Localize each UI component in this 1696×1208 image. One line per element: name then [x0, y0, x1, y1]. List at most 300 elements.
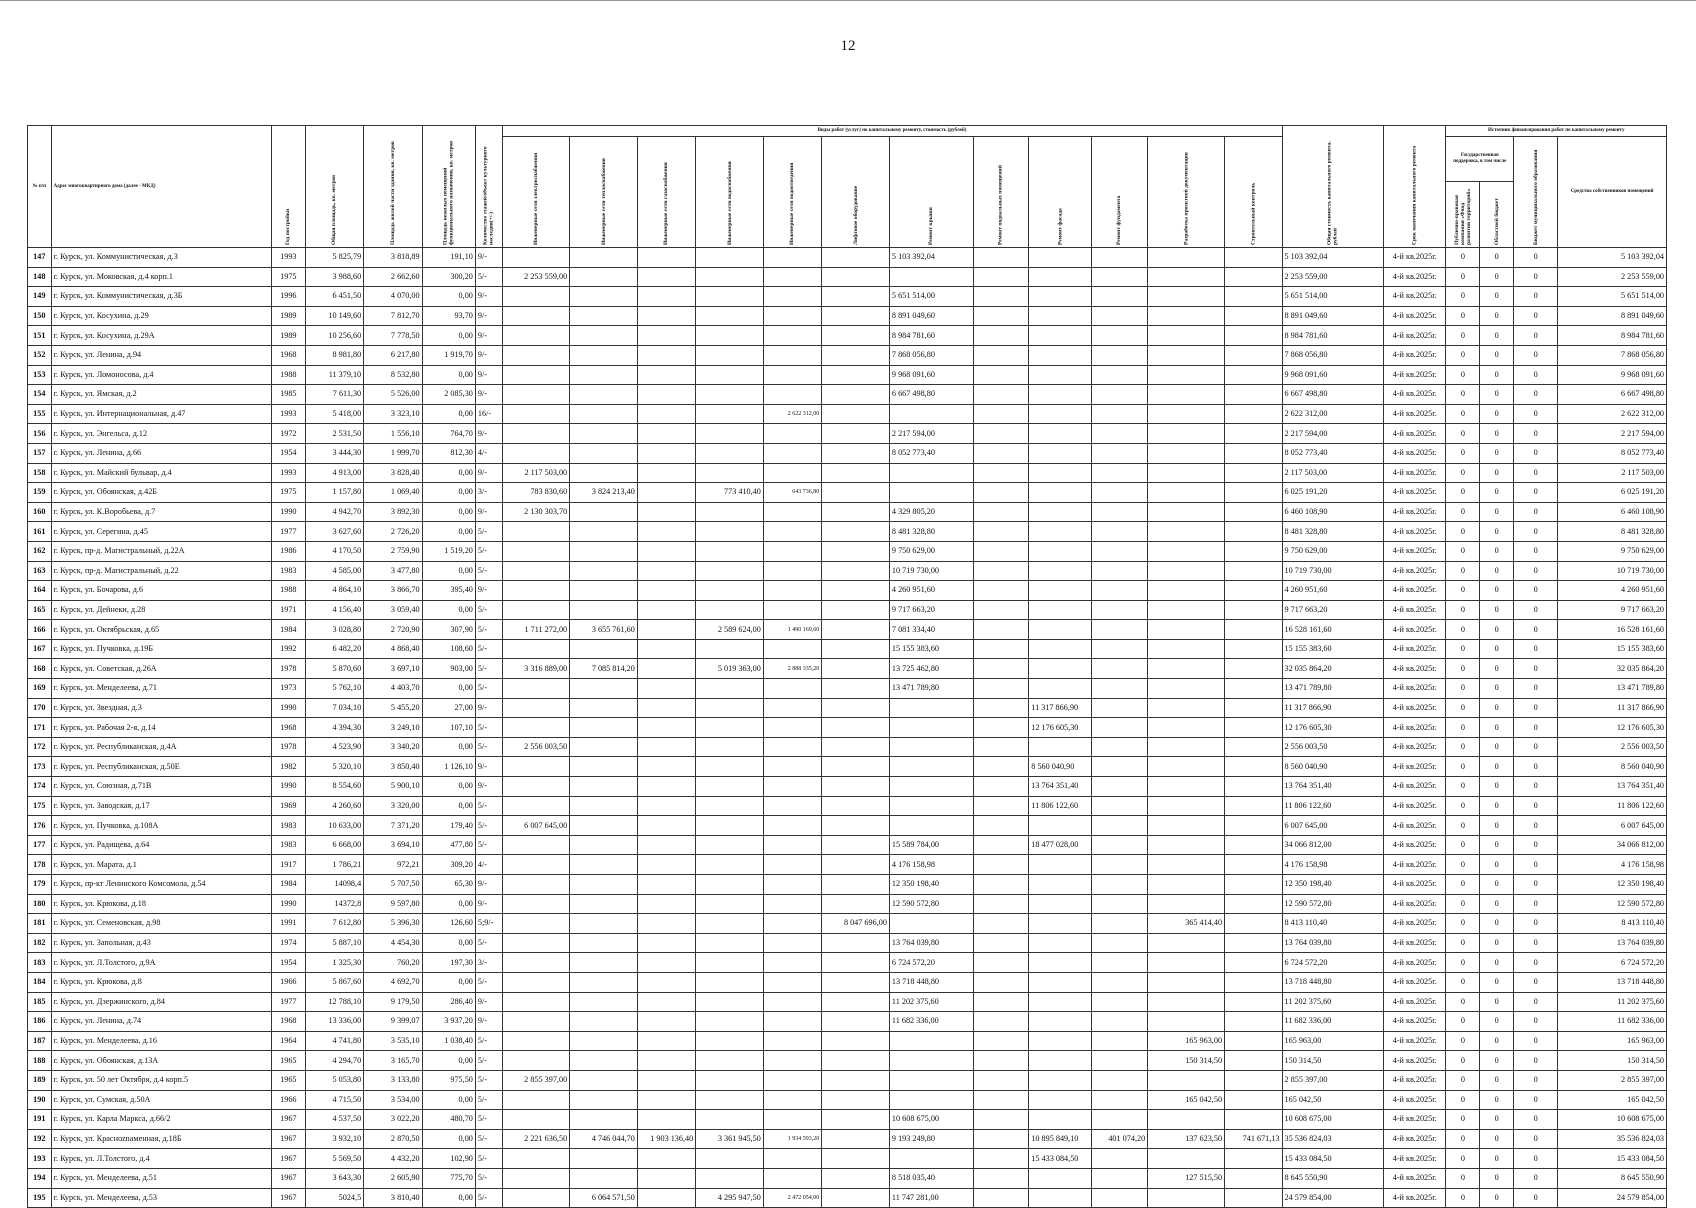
cell-control — [1225, 835, 1282, 855]
cell-lift — [822, 600, 890, 620]
cell-nonres: 764,70 — [422, 424, 475, 444]
cell-basement — [973, 679, 1028, 699]
table-row — [28, 1090, 1667, 1110]
cell-mun: 0 — [1514, 992, 1558, 1012]
cell-mun: 0 — [1514, 875, 1558, 895]
cell-living: 3 535,10 — [364, 1031, 422, 1051]
cell-living: 3 249,10 — [364, 718, 422, 738]
cell-lift — [822, 894, 890, 914]
cell-addr: г. Курск, ул. Л.Толстого, д.9А — [51, 953, 271, 973]
cell-n: 161 — [28, 522, 52, 542]
table-row — [28, 796, 1667, 816]
cell-lift — [822, 953, 890, 973]
cell-gas — [637, 404, 695, 424]
cell-year: 1967 — [271, 1110, 305, 1130]
cell-el — [502, 914, 570, 934]
cell-reg: 0 — [1480, 345, 1514, 365]
cell-fund: 0 — [1446, 659, 1480, 679]
cell-mun: 0 — [1514, 287, 1558, 307]
cell-el — [502, 894, 570, 914]
cell-n: 165 — [28, 600, 52, 620]
cell-facade — [1029, 345, 1092, 365]
cell-water — [696, 365, 764, 385]
cell-facade — [1029, 620, 1092, 640]
cell-drain — [763, 248, 821, 268]
cell-total_area: 5 762,10 — [305, 679, 363, 699]
cell-total: 10 608 675,00 — [1282, 1110, 1383, 1130]
cell-mun: 0 — [1514, 443, 1558, 463]
cell-mun: 0 — [1514, 483, 1558, 503]
cell-heat — [570, 1031, 638, 1051]
table-row — [28, 404, 1667, 424]
cell-floors: 5/- — [475, 1188, 502, 1208]
cell-mun: 0 — [1514, 581, 1558, 601]
cell-total: 24 579 854,00 — [1282, 1188, 1383, 1208]
cell-addr: г. Курск, ул. Марата, д.1 — [51, 855, 271, 875]
cell-year: 1972 — [271, 424, 305, 444]
cell-floors: 3/- — [475, 953, 502, 973]
cell-fund: 0 — [1446, 1168, 1480, 1188]
footnote-rule — [88, 1188, 168, 1189]
table-row — [28, 992, 1667, 1012]
cell-design — [1148, 1012, 1225, 1032]
cell-floors: 5/- — [475, 522, 502, 542]
cell-fund: 0 — [1446, 1031, 1480, 1051]
cell-own: 8 891 049,60 — [1558, 306, 1667, 326]
cell-total: 2 117 503,00 — [1282, 463, 1383, 483]
cell-own: 6 667 498,80 — [1558, 385, 1667, 405]
cell-foundation — [1091, 541, 1147, 561]
cell-design — [1148, 1149, 1225, 1169]
cell-n: 177 — [28, 835, 52, 855]
cell-mun: 0 — [1514, 1168, 1558, 1188]
cell-own: 13 471 789,80 — [1558, 679, 1667, 699]
cell-n: 191 — [28, 1110, 52, 1130]
cell-deadline: 4-й кв.2025г. — [1383, 424, 1446, 444]
cell-heat — [570, 443, 638, 463]
cell-drain — [763, 698, 821, 718]
cell-mun: 0 — [1514, 267, 1558, 287]
cell-year: 1993 — [271, 248, 305, 268]
cell-mun: 0 — [1514, 757, 1558, 777]
cell-fund: 0 — [1446, 835, 1480, 855]
cell-fund: 0 — [1446, 1012, 1480, 1032]
cell-drain — [763, 541, 821, 561]
cell-drain — [763, 385, 821, 405]
cell-year: 1964 — [271, 1031, 305, 1051]
cell-floors: 5/- — [475, 933, 502, 953]
cell-mun: 0 — [1514, 698, 1558, 718]
cell-n: 168 — [28, 659, 52, 679]
cell-lift — [822, 855, 890, 875]
cell-mun: 0 — [1514, 737, 1558, 757]
cell-addr: г. Курск, ул. Ленина, д.94 — [51, 345, 271, 365]
cell-design — [1148, 561, 1225, 581]
cell-facade — [1029, 737, 1092, 757]
cell-reg: 0 — [1480, 992, 1514, 1012]
cell-living: 3 810,40 — [364, 1188, 422, 1208]
cell-roof — [889, 1051, 973, 1071]
cell-control — [1225, 600, 1282, 620]
cell-water — [696, 287, 764, 307]
cell-water — [696, 267, 764, 287]
cell-reg: 0 — [1480, 757, 1514, 777]
cell-lift — [822, 1188, 890, 1208]
cell-reg: 0 — [1480, 972, 1514, 992]
cell-mun: 0 — [1514, 933, 1558, 953]
cell-n: 189 — [28, 1070, 52, 1090]
cell-n: 151 — [28, 326, 52, 346]
cell-gas — [637, 248, 695, 268]
cell-water — [696, 581, 764, 601]
cell-design — [1148, 835, 1225, 855]
cell-deadline: 4-й кв.2025г. — [1383, 737, 1446, 757]
col-electric-header: Инженерные сети электроснабжения — [502, 137, 570, 248]
cell-design: 165 042,50 — [1148, 1090, 1225, 1110]
cell-total: 5 103 392,04 — [1282, 248, 1383, 268]
cell-control — [1225, 1188, 1282, 1208]
cell-gas — [637, 953, 695, 973]
cell-own: 16 528 161,60 — [1558, 620, 1667, 640]
cell-total_area: 2 531,50 — [305, 424, 363, 444]
cell-n: 176 — [28, 816, 52, 836]
cell-living: 3 866,70 — [364, 581, 422, 601]
cell-n: 154 — [28, 385, 52, 405]
cell-roof: 9 193 249,80 — [889, 1129, 973, 1149]
cell-total: 7 868 056,80 — [1282, 345, 1383, 365]
cell-basement — [973, 914, 1028, 934]
cell-roof: 7 081 334,40 — [889, 620, 973, 640]
cell-drain — [763, 522, 821, 542]
cell-design — [1148, 816, 1225, 836]
cell-year: 1917 — [271, 855, 305, 875]
cell-water — [696, 502, 764, 522]
cell-facade — [1029, 1188, 1092, 1208]
cell-water — [696, 972, 764, 992]
cell-total_area: 4 523,90 — [305, 737, 363, 757]
cell-addr: г. Курск, ул. Крюкова, д.8 — [51, 972, 271, 992]
cell-drain — [763, 835, 821, 855]
cell-water — [696, 679, 764, 699]
cell-year: 1993 — [271, 463, 305, 483]
cell-total_area: 5 825,79 — [305, 248, 363, 268]
cell-drain: 643 736,80 — [763, 483, 821, 503]
cell-lift — [822, 443, 890, 463]
cell-living: 3 534,00 — [364, 1090, 422, 1110]
cell-reg: 0 — [1480, 796, 1514, 816]
cell-gas — [637, 345, 695, 365]
cell-deadline: 4-й кв.2025г. — [1383, 757, 1446, 777]
cell-facade — [1029, 443, 1092, 463]
cell-living: 8 532,80 — [364, 365, 422, 385]
cell-drain — [763, 287, 821, 307]
cell-heat — [570, 502, 638, 522]
cell-basement — [973, 1129, 1028, 1149]
cell-total: 13 764 039,80 — [1282, 933, 1383, 953]
cell-basement — [973, 483, 1028, 503]
cell-fund: 0 — [1446, 248, 1480, 268]
cell-gas — [637, 443, 695, 463]
cell-total_area: 5 320,10 — [305, 757, 363, 777]
cell-gas — [637, 737, 695, 757]
cell-water: 5 019 363,00 — [696, 659, 764, 679]
cell-basement — [973, 659, 1028, 679]
cell-living: 2 759,90 — [364, 541, 422, 561]
cell-lift — [822, 541, 890, 561]
cell-total: 8 891 049,60 — [1282, 306, 1383, 326]
cell-total_area: 4 741,80 — [305, 1031, 363, 1051]
cell-living: 4 692,70 — [364, 972, 422, 992]
cell-facade — [1029, 483, 1092, 503]
cell-total_area: 1 786,21 — [305, 855, 363, 875]
cell-deadline: 4-й кв.2025г. — [1383, 718, 1446, 738]
cell-control — [1225, 1070, 1282, 1090]
cell-total_area: 7 612,80 — [305, 914, 363, 934]
cell-el — [502, 679, 570, 699]
cell-heat — [570, 933, 638, 953]
cell-el — [502, 1012, 570, 1032]
cell-own: 5 651 514,00 — [1558, 287, 1667, 307]
cell-basement — [973, 345, 1028, 365]
cell-basement — [973, 326, 1028, 346]
cell-floors: 16/- — [475, 404, 502, 424]
cell-facade — [1029, 855, 1092, 875]
cell-gas — [637, 385, 695, 405]
cell-n: 172 — [28, 737, 52, 757]
cell-facade — [1029, 267, 1092, 287]
cell-total: 8 645 550,90 — [1282, 1168, 1383, 1188]
cell-floors: 5/- — [475, 1110, 502, 1130]
cell-n: 178 — [28, 855, 52, 875]
cell-gas — [637, 659, 695, 679]
col-nonres-area-header: Площадь нежилых помещений функционального назначения, кв. метров — [422, 126, 475, 248]
cell-own: 2 855 397,00 — [1558, 1070, 1667, 1090]
cell-control — [1225, 248, 1282, 268]
cell-water — [696, 306, 764, 326]
cell-living: 2 720,90 — [364, 620, 422, 640]
cell-total_area: 11 379,10 — [305, 365, 363, 385]
cell-facade — [1029, 1168, 1092, 1188]
cell-facade: 11 317 866,90 — [1029, 698, 1092, 718]
cell-year: 1978 — [271, 659, 305, 679]
cell-total_area: 3 444,30 — [305, 443, 363, 463]
cell-fund: 0 — [1446, 718, 1480, 738]
cell-year: 1996 — [271, 287, 305, 307]
cell-el — [502, 953, 570, 973]
cell-nonres: 107,10 — [422, 718, 475, 738]
cell-gas — [637, 502, 695, 522]
cell-year: 1986 — [271, 541, 305, 561]
cell-floors: 9/- — [475, 992, 502, 1012]
cell-foundation — [1091, 992, 1147, 1012]
cell-drain — [763, 894, 821, 914]
cell-foundation — [1091, 953, 1147, 973]
cell-floors: 9/- — [475, 463, 502, 483]
table-row — [28, 659, 1667, 679]
cell-basement — [973, 287, 1028, 307]
cell-floors: 9/- — [475, 502, 502, 522]
cell-mun: 0 — [1514, 855, 1558, 875]
funding-group-header: Источник финансирования работ по капитальному ремонту — [1446, 126, 1667, 137]
cell-nonres: 0,00 — [422, 737, 475, 757]
cell-gas — [637, 875, 695, 895]
cell-own: 8 984 781,60 — [1558, 326, 1667, 346]
cell-roof: 5 103 392,04 — [889, 248, 973, 268]
cell-basement — [973, 404, 1028, 424]
cell-nonres: 0,00 — [422, 972, 475, 992]
cell-addr: г. Курск, ул. Энгельса, д.12 — [51, 424, 271, 444]
cell-control — [1225, 698, 1282, 718]
cell-fund: 0 — [1446, 777, 1480, 797]
cell-addr: г. Курск, ул. Дейнеки, д.28 — [51, 600, 271, 620]
cell-gas — [637, 1110, 695, 1130]
cell-addr: г. Курск, ул. Дзержинского, д.84 — [51, 992, 271, 1012]
table-row — [28, 777, 1667, 797]
cell-living: 4 454,30 — [364, 933, 422, 953]
cell-design — [1148, 992, 1225, 1012]
table-row — [28, 267, 1667, 287]
cell-total: 2 622 312,00 — [1282, 404, 1383, 424]
cell-design: 165 963,00 — [1148, 1031, 1225, 1051]
cell-total: 8 481 328,80 — [1282, 522, 1383, 542]
table-row — [28, 541, 1667, 561]
cell-foundation — [1091, 1012, 1147, 1032]
cell-fund: 0 — [1446, 306, 1480, 326]
cell-living: 3 320,00 — [364, 796, 422, 816]
cell-roof — [889, 267, 973, 287]
cell-lift — [822, 718, 890, 738]
cell-total_area: 3 028,80 — [305, 620, 363, 640]
cell-nonres: 65,30 — [422, 875, 475, 895]
cell-el — [502, 345, 570, 365]
cell-total_area: 10 256,60 — [305, 326, 363, 346]
cell-water — [696, 914, 764, 934]
cell-total: 4 260 951,60 — [1282, 581, 1383, 601]
cell-water — [696, 561, 764, 581]
cell-el: 2 221 636,50 — [502, 1129, 570, 1149]
cell-gas — [637, 1168, 695, 1188]
cell-drain — [763, 953, 821, 973]
cell-roof: 13 471 789,80 — [889, 679, 973, 699]
cell-fund: 0 — [1446, 1051, 1480, 1071]
cell-roof: 8 052 773,40 — [889, 443, 973, 463]
cell-drain: 2 888 335,20 — [763, 659, 821, 679]
cell-living: 1 999,70 — [364, 443, 422, 463]
cell-deadline: 4-й кв.2025г. — [1383, 267, 1446, 287]
cell-own: 4 260 951,60 — [1558, 581, 1667, 601]
cell-drain — [763, 267, 821, 287]
cell-fund: 0 — [1446, 698, 1480, 718]
cell-drain — [763, 1051, 821, 1071]
cell-facade — [1029, 953, 1092, 973]
cell-foundation — [1091, 248, 1147, 268]
cell-deadline: 4-й кв.2025г. — [1383, 992, 1446, 1012]
table-row — [28, 561, 1667, 581]
cell-total: 13 718 448,80 — [1282, 972, 1383, 992]
cell-living: 2 605,90 — [364, 1168, 422, 1188]
cell-control — [1225, 1012, 1282, 1032]
cell-floors: 9/- — [475, 248, 502, 268]
cell-floors: 5/- — [475, 561, 502, 581]
cell-gas — [637, 424, 695, 444]
cell-basement — [973, 306, 1028, 326]
cell-living: 2 662,60 — [364, 267, 422, 287]
cell-year: 1978 — [271, 737, 305, 757]
cell-roof — [889, 1070, 973, 1090]
cell-n: 147 — [28, 248, 52, 268]
cell-lift — [822, 561, 890, 581]
cell-drain — [763, 737, 821, 757]
cell-mun: 0 — [1514, 326, 1558, 346]
cell-heat — [570, 835, 638, 855]
cell-deadline: 4-й кв.2025г. — [1383, 306, 1446, 326]
cell-total_area: 4 260,60 — [305, 796, 363, 816]
cell-mun: 0 — [1514, 796, 1558, 816]
cell-own: 12 350 198,40 — [1558, 875, 1667, 895]
cell-reg: 0 — [1480, 875, 1514, 895]
cell-el — [502, 365, 570, 385]
cell-el — [502, 1168, 570, 1188]
cell-nonres: 0,00 — [422, 1051, 475, 1071]
cell-nonres: 1 519,20 — [422, 541, 475, 561]
cell-nonres: 0,00 — [422, 1188, 475, 1208]
cell-fund: 0 — [1446, 992, 1480, 1012]
cell-control — [1225, 639, 1282, 659]
cell-gas — [637, 992, 695, 1012]
cell-basement — [973, 267, 1028, 287]
cell-facade — [1029, 679, 1092, 699]
cell-reg: 0 — [1480, 620, 1514, 640]
cell-living: 9 179,50 — [364, 992, 422, 1012]
col-owners-header: Средства собственников помещений — [1558, 137, 1667, 248]
cell-own: 6 025 191,20 — [1558, 483, 1667, 503]
cell-foundation — [1091, 287, 1147, 307]
cell-foundation — [1091, 522, 1147, 542]
cell-drain — [763, 581, 821, 601]
cell-facade — [1029, 639, 1092, 659]
cell-heat — [570, 972, 638, 992]
col-facade-header: Ремонт фасада — [1029, 137, 1092, 248]
cell-nonres: 0,00 — [422, 502, 475, 522]
cell-floors: 5/- — [475, 796, 502, 816]
cell-total_area: 6 482,20 — [305, 639, 363, 659]
cell-floors: 9/- — [475, 345, 502, 365]
table-row — [28, 581, 1667, 601]
cell-reg: 0 — [1480, 502, 1514, 522]
cell-fund: 0 — [1446, 1070, 1480, 1090]
cell-el — [502, 287, 570, 307]
cell-el: 1 711 272,00 — [502, 620, 570, 640]
cell-year: 1984 — [271, 620, 305, 640]
cell-year: 1977 — [271, 522, 305, 542]
cell-total: 11 682 336,00 — [1282, 1012, 1383, 1032]
table-row — [28, 483, 1667, 503]
cell-addr: г. Курск, ул. Пучковка, д.108А — [51, 816, 271, 836]
cell-n: 166 — [28, 620, 52, 640]
cell-reg: 0 — [1480, 835, 1514, 855]
cell-own: 8 560 040,90 — [1558, 757, 1667, 777]
cell-addr: г. Курск, ул. Семеновская, д.98 — [51, 914, 271, 934]
cell-water — [696, 718, 764, 738]
cell-year: 1985 — [271, 385, 305, 405]
cell-fund: 0 — [1446, 443, 1480, 463]
cell-drain — [763, 443, 821, 463]
cell-n: 159 — [28, 483, 52, 503]
cell-roof — [889, 1090, 973, 1110]
col-gas-header: Инженерные сети газоснабжения — [637, 137, 695, 248]
cell-n: 183 — [28, 953, 52, 973]
col-control-header: Строительный контроль — [1225, 137, 1282, 248]
